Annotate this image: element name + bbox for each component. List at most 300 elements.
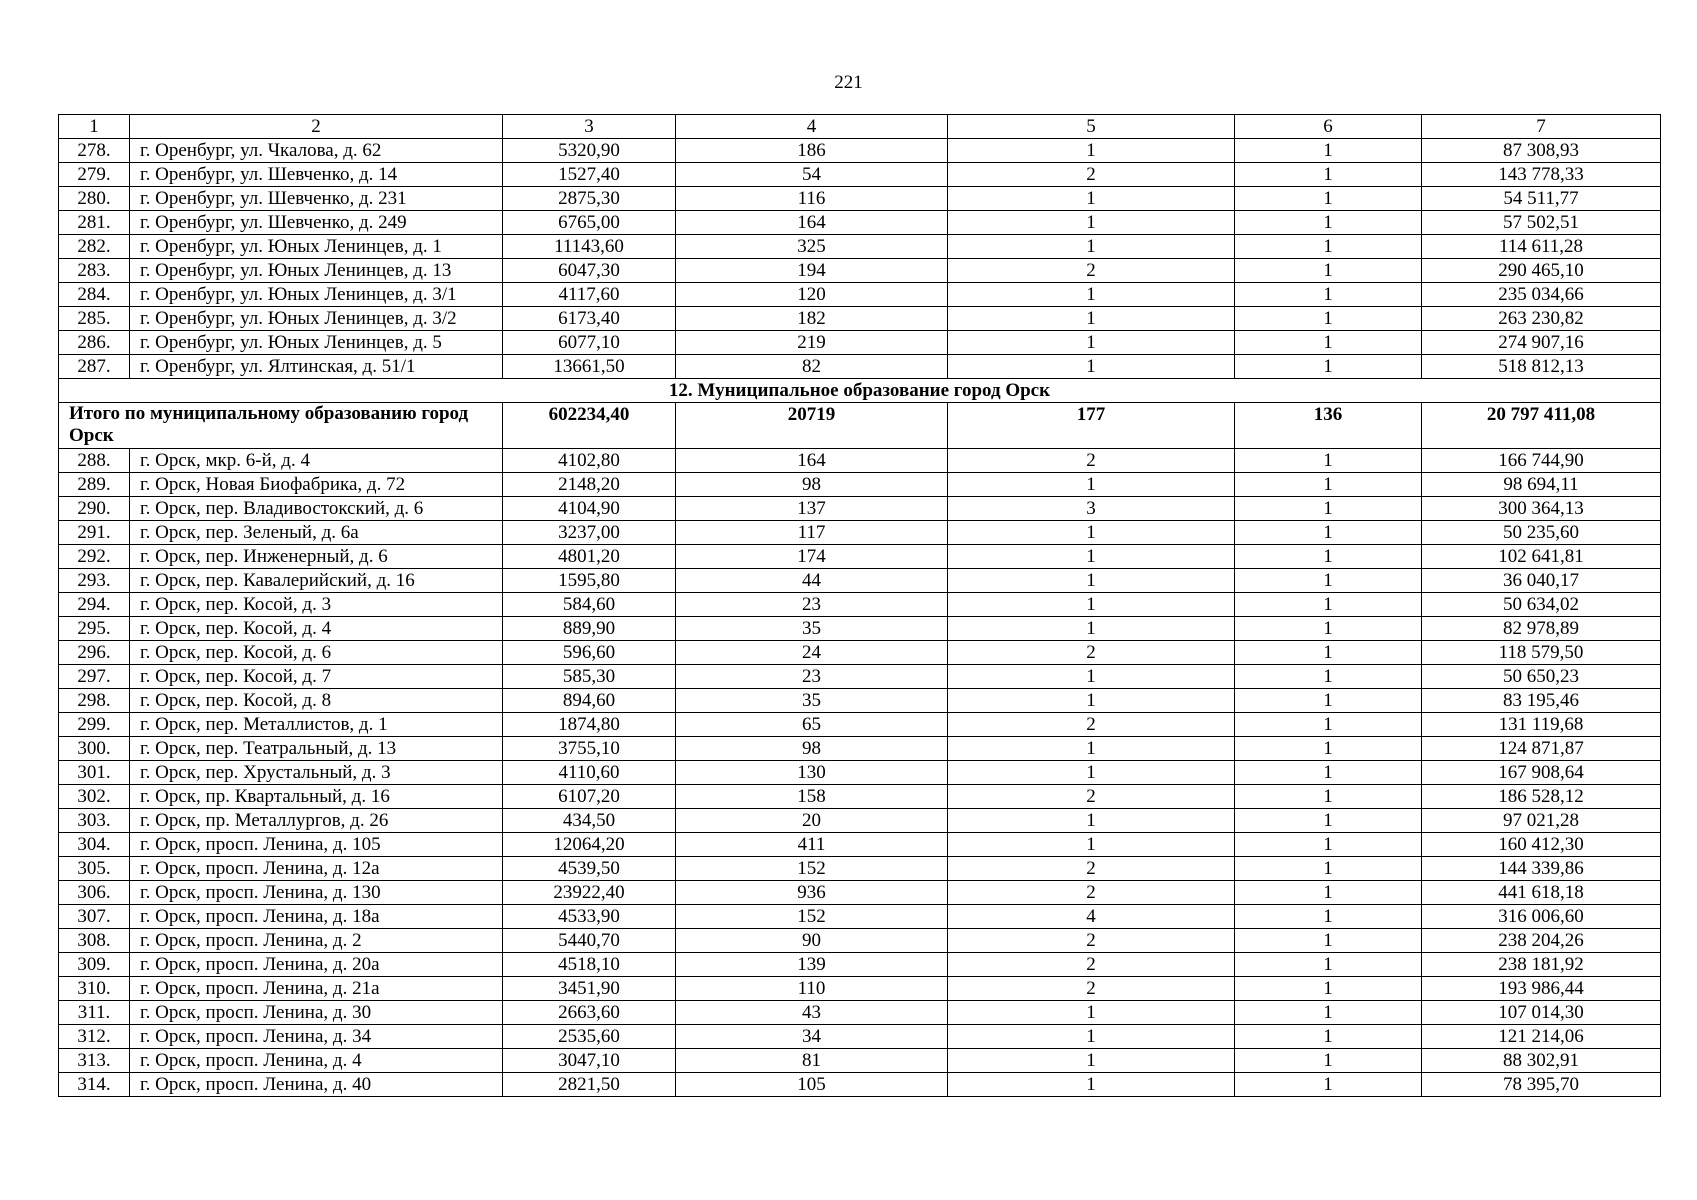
works-count-cell: 1	[948, 355, 1235, 379]
area-cell: 2535,60	[503, 1025, 676, 1049]
cost-cell: 83 195,46	[1422, 689, 1661, 713]
cost-cell: 82 978,89	[1422, 617, 1661, 641]
column-number: 1	[59, 115, 130, 139]
row-number-cell: 310.	[59, 977, 130, 1001]
address-cell: г. Оренбург, ул. Ялтинская, д. 51/1	[130, 355, 503, 379]
residents-cell: 117	[676, 521, 948, 545]
row-number-cell: 294.	[59, 593, 130, 617]
table-row	[59, 497, 1661, 521]
row-number-cell: 288.	[59, 449, 130, 473]
table-row	[59, 211, 1661, 235]
row-number-cell: 305.	[59, 857, 130, 881]
stage-cell: 1	[1235, 521, 1422, 545]
stage-cell: 1	[1235, 833, 1422, 857]
works-count-cell: 2	[948, 881, 1235, 905]
cost-cell: 263 230,82	[1422, 307, 1661, 331]
row-number-cell: 300.	[59, 737, 130, 761]
table-row	[59, 187, 1661, 211]
row-number-cell: 303.	[59, 809, 130, 833]
row-number-cell: 285.	[59, 307, 130, 331]
cost-cell: 114 611,28	[1422, 235, 1661, 259]
total-row	[59, 403, 1661, 449]
table-row	[59, 785, 1661, 809]
column-number: 3	[503, 115, 676, 139]
residents-cell: 90	[676, 929, 948, 953]
cost-cell: 97 021,28	[1422, 809, 1661, 833]
area-cell: 4539,50	[503, 857, 676, 881]
works-count-cell: 1	[948, 187, 1235, 211]
table-row	[59, 449, 1661, 473]
address-cell: г. Орск, пер. Косой, д. 8	[130, 689, 503, 713]
stage-cell: 1	[1235, 929, 1422, 953]
address-cell: г. Орск, просп. Ленина, д. 130	[130, 881, 503, 905]
stage-cell: 1	[1235, 953, 1422, 977]
cost-cell: 50 650,23	[1422, 665, 1661, 689]
address-cell: г. Оренбург, ул. Юных Ленинцев, д. 5	[130, 331, 503, 355]
works-count-cell: 2	[948, 953, 1235, 977]
address-cell: г. Оренбург, ул. Шевченко, д. 249	[130, 211, 503, 235]
row-number-cell: 282.	[59, 235, 130, 259]
cost-cell: 144 339,86	[1422, 857, 1661, 881]
row-number-cell: 286.	[59, 331, 130, 355]
works-count-cell: 1	[948, 307, 1235, 331]
area-cell: 4102,80	[503, 449, 676, 473]
works-count-cell: 2	[948, 857, 1235, 881]
row-number-cell: 292.	[59, 545, 130, 569]
residents-cell: 116	[676, 187, 948, 211]
cost-cell: 102 641,81	[1422, 545, 1661, 569]
stage-cell: 1	[1235, 1025, 1422, 1049]
residents-cell: 164	[676, 449, 948, 473]
cost-cell: 54 511,77	[1422, 187, 1661, 211]
residents-cell: 194	[676, 259, 948, 283]
area-cell: 3237,00	[503, 521, 676, 545]
row-number-cell: 295.	[59, 617, 130, 641]
total-works: 177	[948, 403, 1235, 449]
row-number-cell: 297.	[59, 665, 130, 689]
table-body	[59, 115, 1661, 1097]
row-number-cell: 284.	[59, 283, 130, 307]
works-count-cell: 1	[948, 521, 1235, 545]
area-cell: 2821,50	[503, 1073, 676, 1097]
cost-cell: 78 395,70	[1422, 1073, 1661, 1097]
address-cell: г. Орск, просп. Ленина, д. 18а	[130, 905, 503, 929]
table-row	[59, 569, 1661, 593]
address-cell: г. Орск, пер. Косой, д. 6	[130, 641, 503, 665]
residents-cell: 34	[676, 1025, 948, 1049]
table-row	[59, 139, 1661, 163]
address-cell: г. Орск, просп. Ленина, д. 34	[130, 1025, 503, 1049]
cost-cell: 143 778,33	[1422, 163, 1661, 187]
residents-cell: 65	[676, 713, 948, 737]
address-cell: г. Оренбург, ул. Юных Ленинцев, д. 1	[130, 235, 503, 259]
works-count-cell: 1	[948, 1049, 1235, 1073]
table-row	[59, 905, 1661, 929]
stage-cell: 1	[1235, 163, 1422, 187]
row-number-cell: 280.	[59, 187, 130, 211]
table-row	[59, 737, 1661, 761]
works-count-cell: 2	[948, 259, 1235, 283]
address-cell: г. Оренбург, ул. Шевченко, д. 231	[130, 187, 503, 211]
residents-cell: 139	[676, 953, 948, 977]
stage-cell: 1	[1235, 665, 1422, 689]
column-number: 7	[1422, 115, 1661, 139]
table-row	[59, 977, 1661, 1001]
stage-cell: 1	[1235, 785, 1422, 809]
table-row	[59, 259, 1661, 283]
row-number-cell: 314.	[59, 1073, 130, 1097]
works-count-cell: 1	[948, 665, 1235, 689]
area-cell: 3451,90	[503, 977, 676, 1001]
residents-cell: 98	[676, 473, 948, 497]
stage-cell: 1	[1235, 545, 1422, 569]
address-cell: г. Орск, пер. Владивостокский, д. 6	[130, 497, 503, 521]
table-row	[59, 521, 1661, 545]
works-count-cell: 2	[948, 977, 1235, 1001]
stage-cell: 1	[1235, 1049, 1422, 1073]
area-cell: 12064,20	[503, 833, 676, 857]
works-count-cell: 2	[948, 929, 1235, 953]
row-number-cell: 291.	[59, 521, 130, 545]
address-cell: г. Орск, просп. Ленина, д. 2	[130, 929, 503, 953]
area-cell: 3755,10	[503, 737, 676, 761]
column-number-row	[59, 115, 1661, 139]
area-cell: 13661,50	[503, 355, 676, 379]
works-count-cell: 1	[948, 331, 1235, 355]
area-cell: 3047,10	[503, 1049, 676, 1073]
cost-cell: 238 181,92	[1422, 953, 1661, 977]
cost-cell: 57 502,51	[1422, 211, 1661, 235]
residents-cell: 164	[676, 211, 948, 235]
stage-cell: 1	[1235, 235, 1422, 259]
area-cell: 11143,60	[503, 235, 676, 259]
address-cell: г. Орск, просп. Ленина, д. 20а	[130, 953, 503, 977]
address-cell: г. Орск, пер. Косой, д. 3	[130, 593, 503, 617]
stage-cell: 1	[1235, 905, 1422, 929]
table-row	[59, 1001, 1661, 1025]
table-row	[59, 163, 1661, 187]
row-number-cell: 299.	[59, 713, 130, 737]
table-row	[59, 689, 1661, 713]
works-count-cell: 1	[948, 569, 1235, 593]
address-cell: г. Оренбург, ул. Юных Ленинцев, д. 3/1	[130, 283, 503, 307]
address-cell: г. Орск, пер. Косой, д. 4	[130, 617, 503, 641]
area-cell: 584,60	[503, 593, 676, 617]
row-number-cell: 304.	[59, 833, 130, 857]
row-number-cell: 313.	[59, 1049, 130, 1073]
cost-cell: 50 235,60	[1422, 521, 1661, 545]
page-number: 221	[834, 72, 863, 93]
address-cell: г. Орск, мкр. 6-й, д. 4	[130, 449, 503, 473]
table-row	[59, 331, 1661, 355]
area-cell: 2663,60	[503, 1001, 676, 1025]
stage-cell: 1	[1235, 1001, 1422, 1025]
works-count-cell: 2	[948, 449, 1235, 473]
row-number-cell: 293.	[59, 569, 130, 593]
works-count-cell: 1	[948, 737, 1235, 761]
cost-cell: 88 302,91	[1422, 1049, 1661, 1073]
stage-cell: 1	[1235, 449, 1422, 473]
residents-cell: 23	[676, 665, 948, 689]
works-count-cell: 1	[948, 833, 1235, 857]
address-cell: г. Орск, пр. Квартальный, д. 16	[130, 785, 503, 809]
works-count-cell: 1	[948, 761, 1235, 785]
area-cell: 6107,20	[503, 785, 676, 809]
address-cell: г. Орск, пер. Инженерный, д. 6	[130, 545, 503, 569]
residents-cell: 35	[676, 617, 948, 641]
row-number-cell: 281.	[59, 211, 130, 235]
stage-cell: 1	[1235, 713, 1422, 737]
area-cell: 23922,40	[503, 881, 676, 905]
cost-cell: 316 006,60	[1422, 905, 1661, 929]
section-row	[59, 379, 1661, 403]
cost-cell: 238 204,26	[1422, 929, 1661, 953]
residents-cell: 411	[676, 833, 948, 857]
address-cell: г. Оренбург, ул. Юных Ленинцев, д. 3/2	[130, 307, 503, 331]
works-count-cell: 1	[948, 593, 1235, 617]
stage-cell: 1	[1235, 737, 1422, 761]
works-count-cell: 1	[948, 809, 1235, 833]
table-row	[59, 809, 1661, 833]
works-count-cell: 4	[948, 905, 1235, 929]
cost-cell: 193 986,44	[1422, 977, 1661, 1001]
stage-cell: 1	[1235, 307, 1422, 331]
residents-cell: 158	[676, 785, 948, 809]
row-number-cell: 307.	[59, 905, 130, 929]
cost-cell: 36 040,17	[1422, 569, 1661, 593]
area-cell: 4104,90	[503, 497, 676, 521]
stage-cell: 1	[1235, 211, 1422, 235]
row-number-cell: 298.	[59, 689, 130, 713]
cost-cell: 235 034,66	[1422, 283, 1661, 307]
area-cell: 1527,40	[503, 163, 676, 187]
works-count-cell: 1	[948, 283, 1235, 307]
cost-cell: 518 812,13	[1422, 355, 1661, 379]
cost-cell: 98 694,11	[1422, 473, 1661, 497]
cost-cell: 167 908,64	[1422, 761, 1661, 785]
residents-cell: 44	[676, 569, 948, 593]
total-label: Итого по муниципальному образованию город Орск	[59, 403, 503, 449]
table-row	[59, 761, 1661, 785]
area-cell: 4518,10	[503, 953, 676, 977]
residents-cell: 152	[676, 857, 948, 881]
row-number-cell: 283.	[59, 259, 130, 283]
area-cell: 4117,60	[503, 283, 676, 307]
table-row	[59, 307, 1661, 331]
address-cell: г. Оренбург, ул. Чкалова, д. 62	[130, 139, 503, 163]
works-count-cell: 1	[948, 139, 1235, 163]
cost-cell: 186 528,12	[1422, 785, 1661, 809]
area-cell: 6047,30	[503, 259, 676, 283]
stage-cell: 1	[1235, 689, 1422, 713]
address-cell: г. Орск, Новая Биофабрика, д. 72	[130, 473, 503, 497]
residents-cell: 325	[676, 235, 948, 259]
residents-cell: 137	[676, 497, 948, 521]
stage-cell: 1	[1235, 355, 1422, 379]
stage-cell: 1	[1235, 593, 1422, 617]
cost-cell: 290 465,10	[1422, 259, 1661, 283]
area-cell: 4533,90	[503, 905, 676, 929]
stage-cell: 1	[1235, 497, 1422, 521]
cost-cell: 50 634,02	[1422, 593, 1661, 617]
address-cell: г. Оренбург, ул. Шевченко, д. 14	[130, 163, 503, 187]
area-cell: 5440,70	[503, 929, 676, 953]
table-row	[59, 665, 1661, 689]
area-cell: 2148,20	[503, 473, 676, 497]
table-row	[59, 235, 1661, 259]
table-row	[59, 355, 1661, 379]
residents-cell: 110	[676, 977, 948, 1001]
row-number-cell: 296.	[59, 641, 130, 665]
works-count-cell: 1	[948, 1073, 1235, 1097]
works-count-cell: 1	[948, 689, 1235, 713]
works-count-cell: 1	[948, 211, 1235, 235]
area-cell: 585,30	[503, 665, 676, 689]
stage-cell: 1	[1235, 283, 1422, 307]
residents-cell: 35	[676, 689, 948, 713]
works-count-cell: 1	[948, 617, 1235, 641]
works-count-cell: 1	[948, 545, 1235, 569]
row-number-cell: 306.	[59, 881, 130, 905]
address-cell: г. Оренбург, ул. Юных Ленинцев, д. 13	[130, 259, 503, 283]
stage-cell: 1	[1235, 809, 1422, 833]
area-cell: 5320,90	[503, 139, 676, 163]
stage-cell: 1	[1235, 641, 1422, 665]
cost-cell: 87 308,93	[1422, 139, 1661, 163]
row-number-cell: 289.	[59, 473, 130, 497]
table-row	[59, 857, 1661, 881]
cost-cell: 166 744,90	[1422, 449, 1661, 473]
residents-cell: 182	[676, 307, 948, 331]
area-cell: 889,90	[503, 617, 676, 641]
table-row	[59, 641, 1661, 665]
table-row	[59, 473, 1661, 497]
column-number: 5	[948, 115, 1235, 139]
stage-cell: 1	[1235, 473, 1422, 497]
area-cell: 6765,00	[503, 211, 676, 235]
works-count-cell: 2	[948, 641, 1235, 665]
housing-table	[58, 114, 1661, 1097]
residents-cell: 219	[676, 331, 948, 355]
table-row	[59, 1073, 1661, 1097]
residents-cell: 23	[676, 593, 948, 617]
area-cell: 894,60	[503, 689, 676, 713]
works-count-cell: 1	[948, 1001, 1235, 1025]
table-row	[59, 929, 1661, 953]
total-residents: 20719	[676, 403, 948, 449]
column-number: 4	[676, 115, 948, 139]
column-number: 6	[1235, 115, 1422, 139]
table-row	[59, 953, 1661, 977]
address-cell: г. Орск, пер. Зеленый, д. 6а	[130, 521, 503, 545]
total-stage: 136	[1235, 403, 1422, 449]
works-count-cell: 2	[948, 163, 1235, 187]
table-row	[59, 283, 1661, 307]
stage-cell: 1	[1235, 331, 1422, 355]
table-row	[59, 593, 1661, 617]
residents-cell: 120	[676, 283, 948, 307]
total-area: 602234,40	[503, 403, 676, 449]
table-row	[59, 1025, 1661, 1049]
table-row	[59, 545, 1661, 569]
residents-cell: 54	[676, 163, 948, 187]
address-cell: г. Орск, пер. Театральный, д. 13	[130, 737, 503, 761]
residents-cell: 81	[676, 1049, 948, 1073]
residents-cell: 174	[676, 545, 948, 569]
cost-cell: 118 579,50	[1422, 641, 1661, 665]
works-count-cell: 1	[948, 1025, 1235, 1049]
residents-cell: 130	[676, 761, 948, 785]
address-cell: г. Орск, просп. Ленина, д. 21а	[130, 977, 503, 1001]
residents-cell: 186	[676, 139, 948, 163]
area-cell: 596,60	[503, 641, 676, 665]
cost-cell: 124 871,87	[1422, 737, 1661, 761]
works-count-cell: 1	[948, 235, 1235, 259]
address-cell: г. Орск, пер. Металлистов, д. 1	[130, 713, 503, 737]
works-count-cell: 1	[948, 473, 1235, 497]
address-cell: г. Орск, пер. Косой, д. 7	[130, 665, 503, 689]
area-cell: 434,50	[503, 809, 676, 833]
area-cell: 4110,60	[503, 761, 676, 785]
area-cell: 1874,80	[503, 713, 676, 737]
address-cell: г. Орск, пр. Металлургов, д. 26	[130, 809, 503, 833]
row-number-cell: 301.	[59, 761, 130, 785]
row-number-cell: 290.	[59, 497, 130, 521]
column-number: 2	[130, 115, 503, 139]
stage-cell: 1	[1235, 977, 1422, 1001]
address-cell: г. Орск, пер. Кавалерийский, д. 16	[130, 569, 503, 593]
residents-cell: 936	[676, 881, 948, 905]
row-number-cell: 302.	[59, 785, 130, 809]
row-number-cell: 309.	[59, 953, 130, 977]
cost-cell: 441 618,18	[1422, 881, 1661, 905]
stage-cell: 1	[1235, 187, 1422, 211]
table-row	[59, 713, 1661, 737]
address-cell: г. Орск, просп. Ленина, д. 40	[130, 1073, 503, 1097]
residents-cell: 20	[676, 809, 948, 833]
residents-cell: 152	[676, 905, 948, 929]
cost-cell: 160 412,30	[1422, 833, 1661, 857]
stage-cell: 1	[1235, 617, 1422, 641]
cost-cell: 274 907,16	[1422, 331, 1661, 355]
stage-cell: 1	[1235, 139, 1422, 163]
table-row	[59, 833, 1661, 857]
row-number-cell: 312.	[59, 1025, 130, 1049]
row-number-cell: 311.	[59, 1001, 130, 1025]
cost-cell: 107 014,30	[1422, 1001, 1661, 1025]
stage-cell: 1	[1235, 857, 1422, 881]
residents-cell: 98	[676, 737, 948, 761]
cost-cell: 300 364,13	[1422, 497, 1661, 521]
residents-cell: 24	[676, 641, 948, 665]
table-row	[59, 617, 1661, 641]
table-row	[59, 1049, 1661, 1073]
area-cell: 4801,20	[503, 545, 676, 569]
residents-cell: 105	[676, 1073, 948, 1097]
address-cell: г. Орск, просп. Ленина, д. 105	[130, 833, 503, 857]
cost-cell: 131 119,68	[1422, 713, 1661, 737]
works-count-cell: 3	[948, 497, 1235, 521]
row-number-cell: 308.	[59, 929, 130, 953]
area-cell: 1595,80	[503, 569, 676, 593]
works-count-cell: 2	[948, 713, 1235, 737]
row-number-cell: 287.	[59, 355, 130, 379]
stage-cell: 1	[1235, 761, 1422, 785]
address-cell: г. Орск, пер. Хрустальный, д. 3	[130, 761, 503, 785]
section-title: 12. Муниципальное образование город Орск	[59, 379, 1661, 403]
residents-cell: 43	[676, 1001, 948, 1025]
stage-cell: 1	[1235, 259, 1422, 283]
